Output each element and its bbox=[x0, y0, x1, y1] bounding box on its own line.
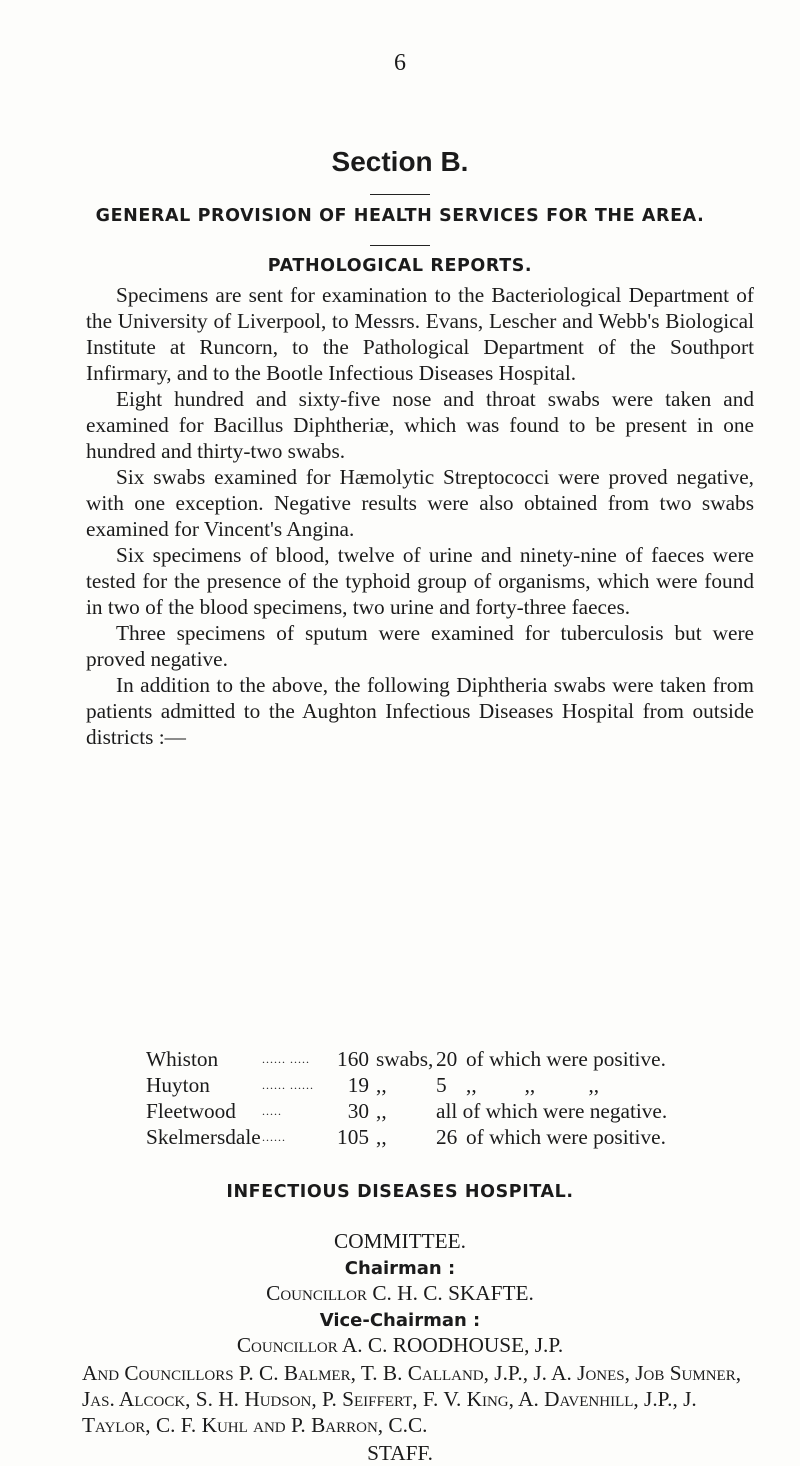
result-count: 26 bbox=[436, 1125, 458, 1149]
vice-chairman-name: Councillor A. C. ROODHOUSE, J.P. bbox=[236, 1333, 564, 1357]
result-description: all of which were negative. bbox=[436, 1099, 668, 1123]
staff-heading: STAFF. bbox=[367, 1441, 433, 1465]
result-count: 20 bbox=[436, 1047, 458, 1071]
leader-dots: ..... bbox=[262, 1104, 282, 1118]
heading-divider bbox=[370, 245, 430, 246]
diphtheria-swab-table bbox=[146, 1046, 746, 1150]
vice-chairman-label: Vice-Chairman : bbox=[319, 1310, 481, 1331]
table-row bbox=[146, 1098, 746, 1124]
paragraph: Specimens are sent for examination to the Bacteriological Department of the University of Liverpool, to Messrs. Evans, Lescher and Webb's Biological Institute at Runcorn, to the Pathological Department of the Southport Infirmary, and to the Bootle Infectious Diseases Hospital. bbox=[86, 283, 754, 385]
result-count: 5 bbox=[436, 1073, 447, 1097]
section-title: Section B. bbox=[331, 146, 469, 177]
swab-unit: swabs, bbox=[376, 1047, 434, 1071]
committee-heading: COMMITTEE. bbox=[334, 1229, 466, 1253]
chairman-label: Chairman : bbox=[344, 1258, 456, 1279]
swab-unit: ,, bbox=[376, 1125, 387, 1149]
leader-dots: ...... bbox=[262, 1130, 286, 1144]
paragraph: Six swabs examined for Hæmolytic Streptococci were proved negative, with one exception. Negative results were also obtained from two swabs examined for Vincent's Angina. bbox=[86, 465, 754, 541]
result-description: ,, ,, ,, bbox=[466, 1073, 600, 1097]
district-name: Whiston bbox=[146, 1047, 219, 1071]
general-heading: GENERAL PROVISION OF HEALTH SERVICES FOR THE AREA. bbox=[95, 206, 705, 226]
paragraph: Six specimens of blood, twelve of urine and ninety-nine of faeces were tested for the presence of the typhoid group of organisms, which were found in two of the blood specimens, two urine and forty-three faeces. bbox=[86, 543, 754, 619]
district-name: Huyton bbox=[146, 1073, 210, 1097]
district-name: Skelmersdale bbox=[146, 1125, 261, 1149]
table-row bbox=[146, 1124, 746, 1150]
leader-dots: ...... ...... bbox=[262, 1078, 314, 1092]
result-description: of which were positive. bbox=[466, 1125, 666, 1149]
table-row bbox=[146, 1072, 746, 1098]
paragraph: Three specimens of sputum were examined for tuberculosis but were proved negative. bbox=[86, 621, 754, 671]
paragraph: Eight hundred and sixty-five nose and throat swabs were taken and examined for Bacillus Diphtheriæ, which was found to be present in one hundred and thirty-two swabs. bbox=[86, 387, 754, 463]
pathology-body bbox=[86, 282, 754, 750]
committee-members: And Councillors P. C. Balmer, T. B. Calland, J.P., J. A. Jones, Job Sumner, Jas. Alcock, S. H. Hudson, P. Seiffert, F. V. King, A. Davenhill, J.P., J. Taylor, C. F. Kuhl and P. Barron, C.C. bbox=[82, 1361, 742, 1437]
swab-count: 105 bbox=[337, 1125, 369, 1149]
paragraph: In addition to the above, the following Diphtheria swabs were taken from patients admitted to the Aughton Infectious Diseases Hospital from outside districts :— bbox=[86, 673, 754, 749]
swab-count: 19 bbox=[347, 1073, 369, 1097]
page-number: 6 bbox=[394, 50, 406, 76]
swab-unit: ,, bbox=[376, 1073, 387, 1097]
leader-dots: ...... ..... bbox=[262, 1052, 310, 1066]
table-row bbox=[146, 1046, 746, 1072]
swab-count: 160 bbox=[337, 1047, 369, 1071]
district-name: Fleetwood bbox=[146, 1099, 236, 1123]
result-description: of which were positive. bbox=[466, 1047, 666, 1071]
hospital-heading: INFECTIOUS DISEASES HOSPITAL. bbox=[226, 1182, 574, 1202]
section-divider bbox=[370, 194, 430, 195]
swab-unit: ,, bbox=[376, 1099, 387, 1123]
swab-count: 30 bbox=[347, 1099, 369, 1123]
pathology-heading: PATHOLOGICAL REPORTS. bbox=[267, 256, 533, 276]
chairman-name: Councillor C. H. C. SKAFTE. bbox=[266, 1281, 534, 1305]
